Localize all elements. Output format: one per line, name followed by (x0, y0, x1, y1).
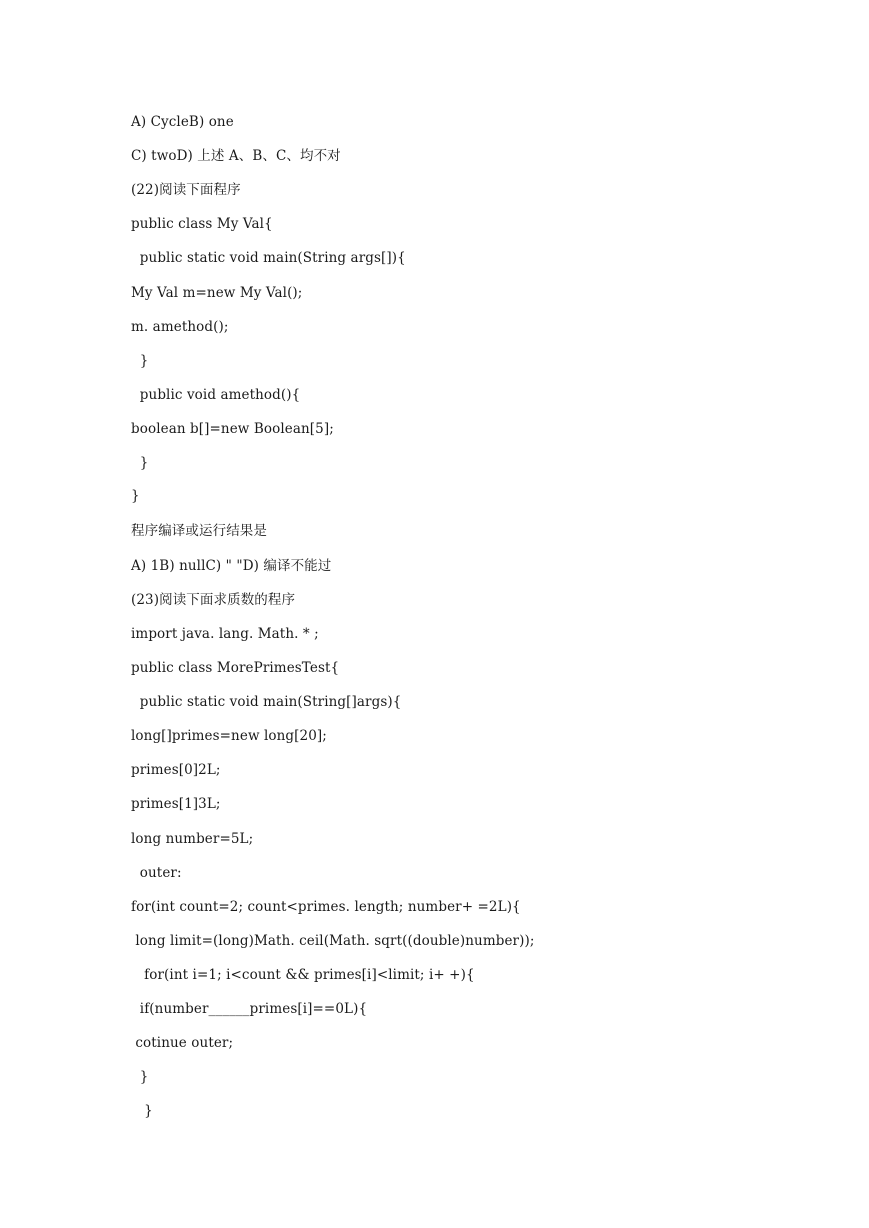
code-line: if(number______primes[i]==0L){ (131, 1001, 368, 1017)
code-line: long limit=(long)Math. ceil(Math. sqrt((double)number)); (131, 933, 535, 949)
question-heading: (23)阅读下面求质数的程序 (131, 592, 296, 608)
code-line: long number=5L; (131, 831, 254, 847)
code-line: cotinue outer; (131, 1035, 234, 1051)
code-line: boolean b[]=new Boolean[5]; (131, 421, 334, 437)
code-line: primes[0]2L; (131, 762, 221, 778)
text-line: A) CycleB) one (131, 114, 234, 130)
code-line: } (131, 1069, 149, 1085)
code-line: primes[1]3L; (131, 796, 221, 812)
code-line: for(int i=1; i<count && primes[i]<limit; i+ +){ (131, 967, 475, 983)
code-line: public static void main(String args[]){ (131, 250, 406, 266)
code-line: public class My Val{ (131, 216, 273, 232)
code-line: public static void main(String[]args){ (131, 694, 402, 710)
code-line: } (131, 488, 140, 504)
code-line: } (131, 1103, 153, 1119)
code-line: for(int count=2; count<primes. length; number+ =2L){ (131, 899, 521, 915)
code-line: public void amethod(){ (131, 387, 301, 403)
code-line: } (131, 353, 149, 369)
code-line: long[]primes=new long[20]; (131, 728, 327, 744)
text-line: C) twoD) 上述 A、B、C、均不对 (131, 148, 341, 164)
code-line: My Val m=new My Val(); (131, 285, 303, 301)
code-line: } (131, 455, 149, 471)
question-heading: (22)阅读下面程序 (131, 182, 241, 198)
code-line: public class MorePrimesTest{ (131, 660, 340, 676)
code-line: import java. lang. Math. * ; (131, 626, 319, 642)
question-prompt: 程序编译或运行结果是 (131, 523, 267, 539)
answer-options: A) 1B) nullC) " "D) 编译不能过 (131, 558, 332, 574)
code-line: outer: (131, 865, 182, 881)
code-line: m. amethod(); (131, 319, 229, 335)
